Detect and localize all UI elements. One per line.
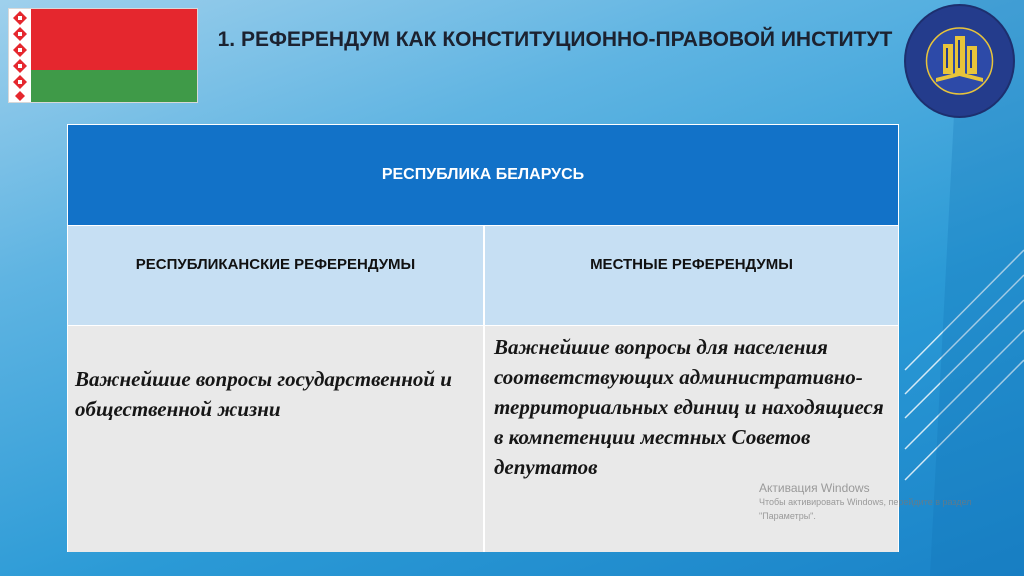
flag-green-band [31, 70, 197, 102]
belarus-flag-icon [8, 8, 198, 103]
table-header: РЕСПУБЛИКА БЕЛАРУСЬ [381, 166, 585, 183]
watermark-title: Активация Windows [759, 481, 870, 495]
column-header-republican [68, 226, 483, 326]
column-header-local [483, 226, 898, 326]
column-label: МЕСТНЫЕ РЕФЕРЕНДУМЫ [590, 256, 793, 273]
watermark-subtitle: Чтобы активировать Windows, перейдите в раздел "Параметры". [759, 497, 972, 521]
windows-activation-watermark [759, 481, 1024, 523]
cell-text: Важнейшие вопросы для населения соответствующих административно-территориальных единиц и находящиеся в компетенции местных Советов депутатов [494, 335, 884, 479]
flag-ornament [9, 9, 31, 102]
table-header-row [68, 125, 898, 225]
column-label: РЕСПУБЛИКАНСКИЕ РЕФЕРЕНДУМЫ [135, 256, 416, 273]
academy-emblem-icon [906, 6, 1013, 116]
cell-text: Важнейшие вопросы государственной и общественной жизни [75, 367, 452, 421]
flag-red-band [31, 9, 197, 70]
slide-title: 1. РЕФЕРЕНДУМ КАК КОНСТИТУЦИОННО-ПРАВОВОЙ ИНСТИТУТ [217, 28, 893, 51]
table-cell-republican [68, 326, 483, 552]
table-subheader-row [68, 225, 898, 326]
